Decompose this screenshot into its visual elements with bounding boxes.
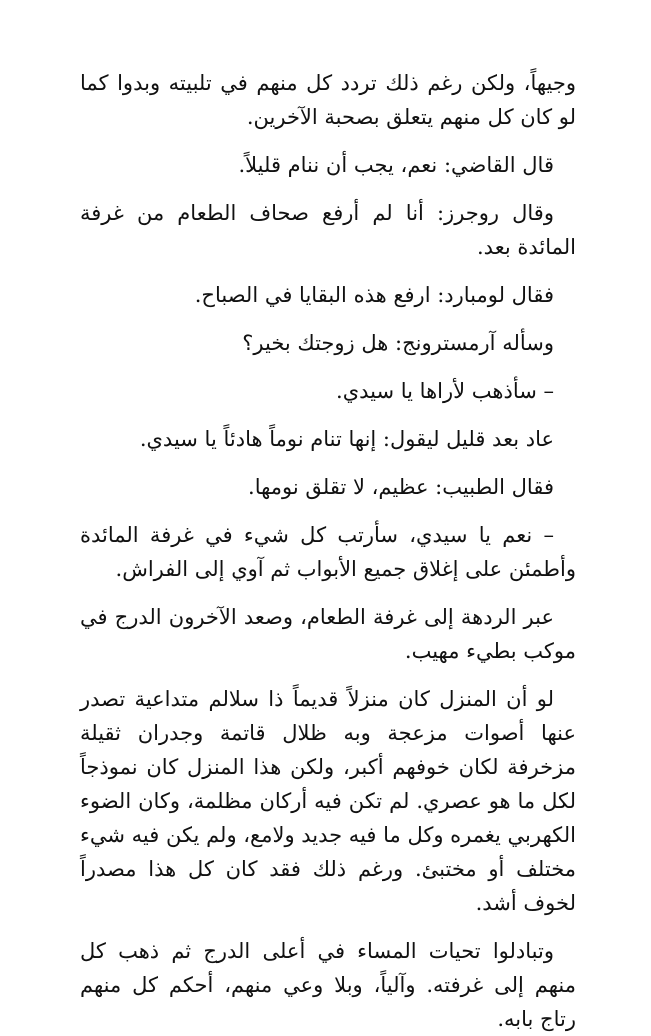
- paragraph-7: عاد بعد قليل ليقول: إنها تنام نوماً هادئاً يا سيدي.: [139, 427, 554, 451]
- paragraph-6: – سأذهب لأراها يا سيدي.: [336, 379, 554, 403]
- paragraph-4: فقال لومبارد: ارفع هذه البقايا في الصباح.: [194, 283, 554, 307]
- paragraph-2: قال القاضي: نعم، يجب أن ننام قليلاً.: [238, 153, 554, 177]
- paragraph-5: وسأله آرمسترونج: هل زوجتك بخير؟: [242, 331, 554, 355]
- paragraph-9: – نعم يا سيدي، سأرتب كل شيء في غرفة المائدة وأطمئن على إغلاق جميع الأبواب ثم آوي إلى الفراش.: [80, 523, 576, 581]
- paragraph-10: عبر الردهة إلى غرفة الطعام، وصعد الآخرون الدرج في موكب بطيء مهيب.: [80, 605, 576, 663]
- paragraph-1: وجيهاً، ولكن رغم ذلك تردد كل منهم في تلبيته وبدوا كما لو كان كل منهم يتعلق بصحبة الآخرين.: [80, 71, 576, 129]
- paragraph-3: وقال روجرز: أنا لم أرفع صحاف الطعام من غرفة المائدة بعد.: [80, 201, 576, 259]
- paragraph-11: لو أن المنزل كان منزلاً قديماً ذا سلالم متداعية تصدر عنها أصوات مزعجة وبه ظلال قاتمة وجدران ثقيلة مزخرفة لكان خوفهم أكبر، ولكن هذا المنزل كان نموذجاً لكل ما هو عصري. لم تكن فيه أركان مظلمة، وكان الضوء الكهربي يغمره وكل ما فيه جديد ولامع، ولم يكن فيه شيء مختلف أو مختبئ. ورغم ذلك فقد كان كل هذا مصدراً لخوف أشد.: [80, 687, 576, 915]
- paragraph-12: وتبادلوا تحيات المساء في أعلى الدرج ثم ذهب كل منهم إلى غرفته. وآلياً، وبلا وعي منهم، أحكم كل منهم رتاج بابه.: [80, 939, 576, 1031]
- paragraph-8: فقال الطبيب: عظيم، لا تقلق نومها.: [248, 475, 554, 499]
